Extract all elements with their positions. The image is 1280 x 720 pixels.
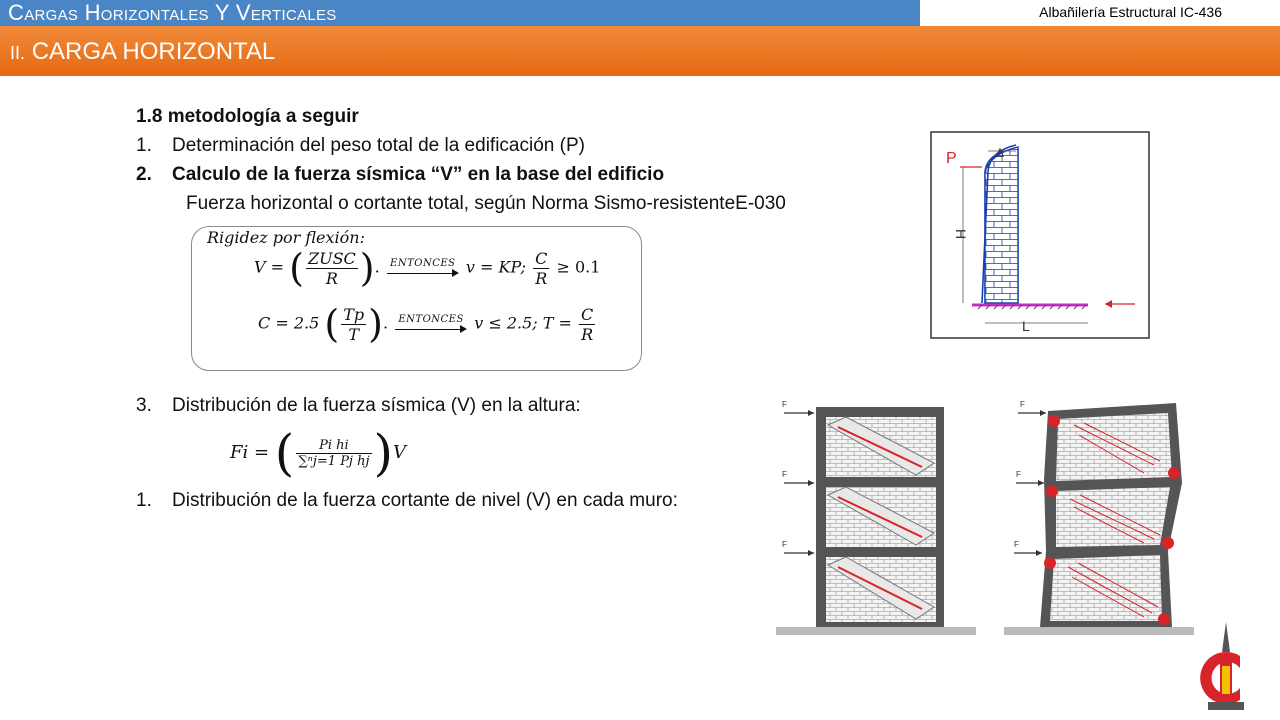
step-2-number: 2. bbox=[136, 164, 152, 185]
formula-v: V = ( $\frac{\text{ZUSC}}{R}$ ). ENTONCES v = KP; $\frac{C}{R}$ ≥ 0.1 bbox=[254, 246, 601, 290]
force-label-3: F bbox=[1014, 540, 1019, 549]
right-arrow-icon bbox=[395, 325, 467, 335]
logo-base bbox=[1208, 702, 1244, 710]
paren-open-icon: ( bbox=[324, 302, 340, 346]
step-2-text: Calculo de la fuerza sísmica “V” en la base del edificio bbox=[172, 164, 665, 185]
force-label-1: F bbox=[782, 400, 787, 409]
formula-c-lhs: C = 2.5 bbox=[258, 313, 320, 333]
ground bbox=[1004, 627, 1194, 635]
step-4-number: 1. bbox=[136, 490, 152, 511]
arrow-label: ENTONCES bbox=[390, 257, 456, 269]
step-1-number: 1. bbox=[136, 135, 152, 156]
arrow-right-icon bbox=[1040, 410, 1046, 416]
step-1-text: Determinación del peso total de la edificación (P) bbox=[172, 135, 585, 156]
paren-close-icon: ) bbox=[359, 246, 375, 290]
fraction-tp-t bbox=[341, 305, 366, 344]
step-2-subtext: Fuerza horizontal o cortante total, según Norma Sismo-resistenteE-030 bbox=[186, 193, 786, 214]
fraction-numerator: Tp bbox=[343, 304, 365, 324]
logo-spire bbox=[1222, 622, 1230, 652]
label-delta: Δ bbox=[996, 146, 1005, 160]
wall-fill bbox=[985, 147, 1018, 303]
fraction-numerator: C bbox=[535, 248, 548, 268]
step-4 bbox=[136, 490, 678, 512]
arrow-entonces bbox=[387, 258, 459, 279]
formula-c: C = 2.5 ( $\frac{Tp}{T}$ ). ENTONCES v ≤ 2.5; T = $\frac{C}{R}$ bbox=[258, 302, 594, 346]
fraction-denominator: R bbox=[535, 268, 548, 288]
arrow-right-icon bbox=[808, 550, 814, 556]
paren-close-icon: ) bbox=[368, 302, 383, 346]
formula-v-lhs: V = bbox=[254, 257, 285, 277]
hinge-1 bbox=[1048, 415, 1060, 427]
formula-fi-lhs: Fi = bbox=[230, 442, 270, 463]
damaged-panel-1 bbox=[1056, 413, 1172, 481]
frame-damage-diagram bbox=[1004, 395, 1194, 640]
fraction-denominator: T bbox=[348, 324, 359, 344]
step-3 bbox=[136, 395, 581, 417]
university-logo bbox=[1196, 622, 1260, 716]
formula-v-rhs: v = KP; bbox=[465, 257, 527, 277]
fraction-denominator: R bbox=[581, 324, 594, 344]
step-2 bbox=[136, 164, 664, 186]
section-title-text: CARGA HORIZONTAL bbox=[31, 38, 276, 65]
formula-c-rhs: v ≤ 2.5; T = bbox=[474, 313, 572, 333]
force-label-1: F bbox=[1020, 400, 1025, 409]
force-label-2: F bbox=[1016, 470, 1021, 479]
fraction-numerator: Pi hi bbox=[296, 438, 371, 454]
section-roman: II. bbox=[10, 43, 26, 63]
fraction-zusc-r bbox=[306, 249, 358, 288]
rigidez-label: Rigidez por flexión: bbox=[207, 228, 365, 247]
course-label: Albañilería Estructural IC-436 bbox=[1039, 4, 1222, 20]
paren-open-icon: ( bbox=[289, 246, 304, 290]
fraction-c-r bbox=[533, 249, 549, 288]
ground bbox=[776, 627, 976, 635]
fraction-denominator: R bbox=[325, 268, 338, 288]
label-p: P bbox=[946, 150, 957, 167]
frame-struts-diagram bbox=[776, 395, 976, 640]
formula-v-condition: ≥ 0.1 bbox=[556, 257, 601, 277]
arrow-right-icon bbox=[808, 410, 814, 416]
force-label-3: F bbox=[782, 540, 787, 549]
methodology-heading: 1.8 metodología a seguir bbox=[136, 106, 359, 127]
fraction-pihi bbox=[296, 438, 371, 469]
step-3-number: 3. bbox=[136, 395, 152, 416]
step-3-text: Distribución de la fuerza sísmica (V) en la altura: bbox=[172, 395, 581, 416]
formula-fi-rhs: V bbox=[393, 442, 407, 463]
logo-inner bbox=[1222, 666, 1230, 694]
right-arrow-icon bbox=[387, 269, 459, 279]
fraction-numerator: C bbox=[581, 304, 594, 324]
paren-open-icon: ( bbox=[274, 424, 295, 482]
arrow-right-icon bbox=[1038, 480, 1044, 486]
arrow-entonces bbox=[395, 314, 467, 335]
arrow-right-icon bbox=[1036, 550, 1042, 556]
slide-header-title: Cargas Horizontales Y Verticales bbox=[8, 0, 337, 25]
fraction-denominator: ∑ⁿj=1 Pj hj bbox=[298, 453, 370, 469]
arrow-label: ENTONCES bbox=[398, 313, 464, 325]
paren-close-icon: ) bbox=[373, 424, 394, 482]
arrow-right-icon bbox=[808, 480, 814, 486]
wall-deflection-diagram bbox=[930, 131, 1150, 339]
formula-fi bbox=[230, 424, 406, 484]
label-h: H bbox=[953, 229, 969, 240]
step-1 bbox=[136, 135, 585, 157]
hinge-2 bbox=[1168, 467, 1180, 479]
hinge-6 bbox=[1158, 613, 1170, 625]
fraction-c-r-2 bbox=[579, 305, 595, 344]
fraction-numerator: ZUSC bbox=[307, 248, 356, 268]
hinge-4 bbox=[1162, 537, 1174, 549]
label-l: L bbox=[1022, 318, 1030, 334]
force-label-2: F bbox=[782, 470, 787, 479]
hinge-3 bbox=[1046, 485, 1058, 497]
hinge-5 bbox=[1044, 557, 1056, 569]
step-4-text: Distribución de la fuerza cortante de nivel (V) en cada muro: bbox=[172, 490, 678, 511]
